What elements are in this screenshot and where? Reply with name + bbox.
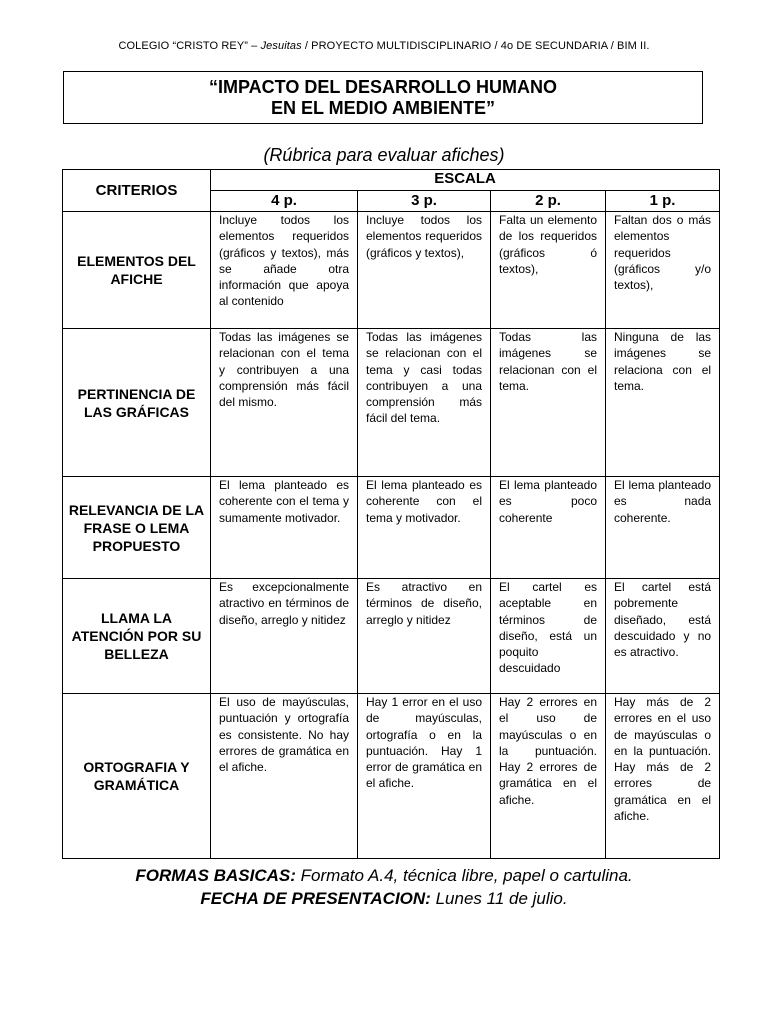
formas-value: Formato A.4, técnica libre, papel o cartulina. [300,866,633,885]
criterion-label: RELEVANCIA DE LA FRASE O LEMA PROPUESTO [63,477,211,579]
rubric-cell: Incluye todos los elementos requeridos (gráficos y textos), [358,212,491,329]
table-row [63,212,720,329]
rubric-cell: Hay 1 error en el uso de mayúsculas, ortografía o en la puntuación. Hay 1 error de gramática en el afiche. [358,694,491,859]
points-header-3: 3 p. [358,191,491,212]
points-header-2: 2 p. [491,191,606,212]
rubric-cell: Es excepcionalmente atractivo en términos de diseño, arreglo y nitidez [211,579,358,694]
points-header-1: 1 p. [606,191,720,212]
title-line-2: EN EL MEDIO AMBIENTE” [270,98,495,118]
fecha-label: FECHA DE PRESENTACION: [200,889,431,908]
document-header [0,40,768,52]
rubric-cell: Hay más de 2 errores en el uso de mayúsculas o en la puntuación. Hay más de 2 errores de gramática en el afiche. [606,694,720,859]
footer-formas [0,866,768,886]
points-header-4: 4 p. [211,191,358,212]
rubric-cell: Todas las imágenes se relacionan con el tema. [491,329,606,477]
rubric-cell: El cartel es aceptable en términos de diseño, está un poquito descuidado [491,579,606,694]
rubric-cell: Hay 2 errores en el uso de mayúsculas o en la puntuación. Hay 2 errores de gramática en el afiche. [491,694,606,859]
rubric-cell: Incluye todos los elementos requeridos (gráficos y textos), más se añade otra información que apoya al contenido [211,212,358,329]
rubric-cell: El lema planteado es nada coherente. [606,477,720,579]
table-row [63,477,720,579]
rubric-cell: Todas las imágenes se relacionan con el tema y contribuyen a una comprensión más fácil del mismo. [211,329,358,477]
criterion-label: ORTOGRAFIA Y GRAMÁTICA [63,694,211,859]
rubric-cell: Es atractivo en términos de diseño, arreglo y nitidez [358,579,491,694]
criterion-label: PERTINENCIA DE LAS GRÁFICAS [63,329,211,477]
criterion-label: ELEMENTOS DEL AFICHE [63,212,211,329]
school-order: Jesuitas [260,40,302,52]
formas-label: FORMAS BASICAS: [135,866,296,885]
rubric-cell: Todas las imágenes se relacionan con el tema y casi todas contribuyen a una comprensión más fácil del tema. [358,329,491,477]
project-info: / PROYECTO MULTIDISCIPLINARIO / 4o DE SECUNDARIA / BIM II. [304,40,650,52]
table-row [63,579,720,694]
table-row [63,694,720,859]
footer-fecha [0,889,768,909]
rubric-cell: El uso de mayúsculas, puntuación y ortografía es consistente. No hay errores de gramática en el afiche. [211,694,358,859]
title-line-1: “IMPACTO DEL DESARROLLO HUMANO [208,77,557,97]
fecha-value: Lunes 11 de julio. [435,889,568,908]
rubric-cell: El cartel está pobremente diseñado, está descuidado y no es atractivo. [606,579,720,694]
title-box [63,71,703,124]
subtitle: (Rúbrica para evaluar afiches) [263,145,505,165]
rubric-cell: El lema planteado es coherente con el tema y sumamente motivador. [211,477,358,579]
scale-header: ESCALA [211,170,720,191]
rubric-cell: Falta un elemento de los requeridos (gráficos ó textos), [491,212,606,329]
rubric-cell: El lema planteado es poco coherente [491,477,606,579]
criterion-label: LLAMA LA ATENCIÓN POR SU BELLEZA [63,579,211,694]
rubric-cell: Faltan dos o más elementos requeridos (gráficos y/o textos), [606,212,720,329]
rubric-table [62,169,720,859]
rubric-cell: Ninguna de las imágenes se relaciona con el tema. [606,329,720,477]
criteria-header: CRITERIOS [63,170,211,212]
table-row [63,329,720,477]
school-name: COLEGIO “CRISTO REY” – [118,40,258,52]
rubric-cell: El lema planteado es coherente con el tema y motivador. [358,477,491,579]
